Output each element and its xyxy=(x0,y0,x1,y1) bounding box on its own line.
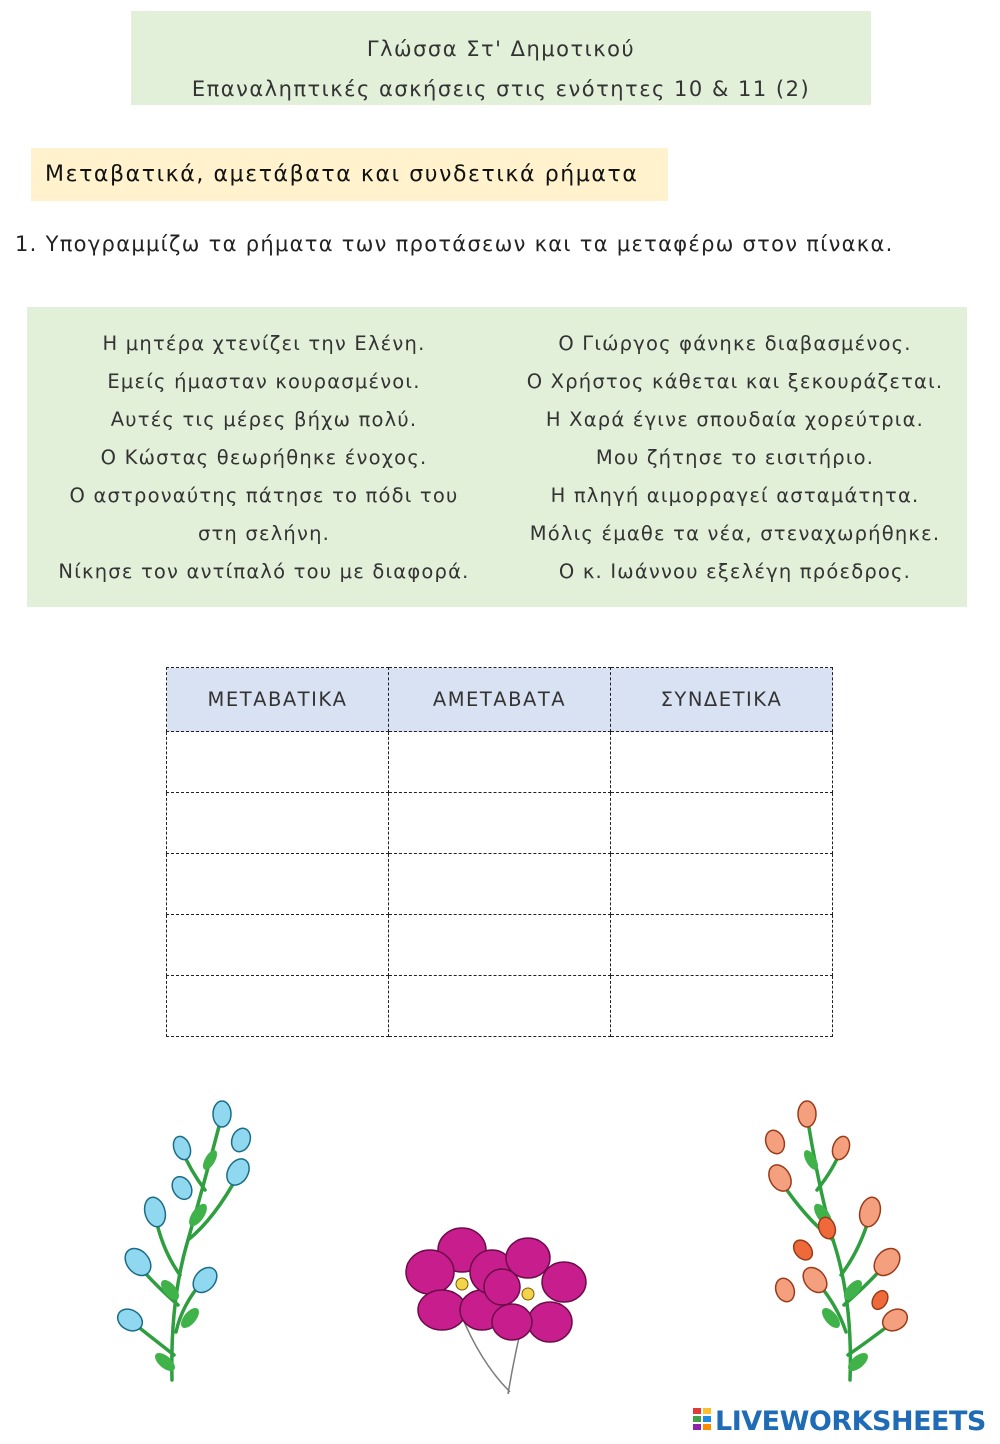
answer-cell[interactable] xyxy=(389,793,611,854)
table-row xyxy=(167,793,833,854)
liveworksheets-logo[interactable] xyxy=(692,1404,986,1438)
sentences-left-column xyxy=(39,325,489,591)
answer-cell[interactable] xyxy=(389,854,611,915)
sentence: Ο κ. Ιωάννου εξελέγη πρόεδρος. xyxy=(558,560,912,583)
sentence: Μου ζήτησε το εισιτήριο. xyxy=(595,446,875,469)
answer-cell[interactable] xyxy=(167,915,389,976)
header-transitive: ΜΕΤΑΒΑΤΙΚΑ xyxy=(167,668,389,732)
answer-cell[interactable] xyxy=(389,976,611,1037)
answer-cell[interactable] xyxy=(611,793,833,854)
exercise-instruction: 1. Υπογραμμίζω τα ρήματα των προτάσεων και τα μεταφέρω στον πίνακα. xyxy=(15,232,894,256)
blue-flower-branch-illustration xyxy=(110,1100,270,1385)
answer-cell[interactable] xyxy=(611,976,833,1037)
sentences-right-column xyxy=(509,325,961,591)
sentence: στη σελήνη. xyxy=(197,522,331,545)
title-line-2: Επαναληπτικές ασκήσεις στις ενότητες 10 & 11 (2) xyxy=(191,77,811,101)
table-header-row xyxy=(167,668,833,732)
pink-flowers-illustration xyxy=(400,1222,600,1397)
sentence: Η Χαρά έγινε σπουδαία χορεύτρια. xyxy=(545,408,925,431)
table-row xyxy=(167,854,833,915)
sentence: Ο Χρήστος κάθεται και ξεκουράζεται. xyxy=(526,370,944,393)
section-title: Μεταβατικά, αμετάβατα και συνδετικά ρήματα xyxy=(31,148,668,201)
table-row xyxy=(167,732,833,793)
title-line-1: Γλώσσα Στ' Δημοτικού xyxy=(366,37,636,61)
header-intransitive: ΑΜΕΤΑΒΑΤΑ xyxy=(389,668,611,732)
answer-cell[interactable] xyxy=(167,793,389,854)
sentence: Ο Κώστας θεωρήθηκε ένοχος. xyxy=(100,446,428,469)
sentences-box xyxy=(27,307,967,607)
answer-cell[interactable] xyxy=(389,732,611,793)
liveworksheets-mark-icon xyxy=(692,1406,712,1436)
answer-cell[interactable] xyxy=(167,854,389,915)
answer-cell[interactable] xyxy=(389,915,611,976)
sentence: Η μητέρα χτενίζει την Ελένη. xyxy=(102,332,426,355)
orange-flower-branch-illustration xyxy=(745,1100,910,1385)
sentence: Εμείς ήμασταν κουρασμένοι. xyxy=(107,370,421,393)
table-row xyxy=(167,915,833,976)
liveworksheets-logo-text: LIVEWORKSHEETS xyxy=(715,1405,986,1437)
answer-cell[interactable] xyxy=(611,854,833,915)
sentence: Αυτές τις μέρες βήχω πολύ. xyxy=(110,408,418,431)
answer-cell[interactable] xyxy=(611,732,833,793)
sentence: Ο Γιώργος φάνηκε διαβασμένος. xyxy=(558,332,912,355)
sentence: Νίκησε τον αντίπαλό του με διαφορά. xyxy=(58,560,470,583)
sentence: Μόλις έμαθε τα νέα, στεναχωρήθηκε. xyxy=(529,522,941,545)
answer-cell[interactable] xyxy=(167,732,389,793)
answer-cell[interactable] xyxy=(167,976,389,1037)
sentence: Η πληγή αιμορραγεί ασταμάτητα. xyxy=(550,484,920,507)
answer-table xyxy=(166,667,833,1037)
sentence: Ο αστροναύτης πάτησε το πόδι του xyxy=(69,484,459,507)
table-row xyxy=(167,976,833,1037)
worksheet-title-box xyxy=(131,11,871,105)
answer-cell[interactable] xyxy=(611,915,833,976)
header-linking: ΣΥΝΔΕΤΙΚΑ xyxy=(611,668,833,732)
